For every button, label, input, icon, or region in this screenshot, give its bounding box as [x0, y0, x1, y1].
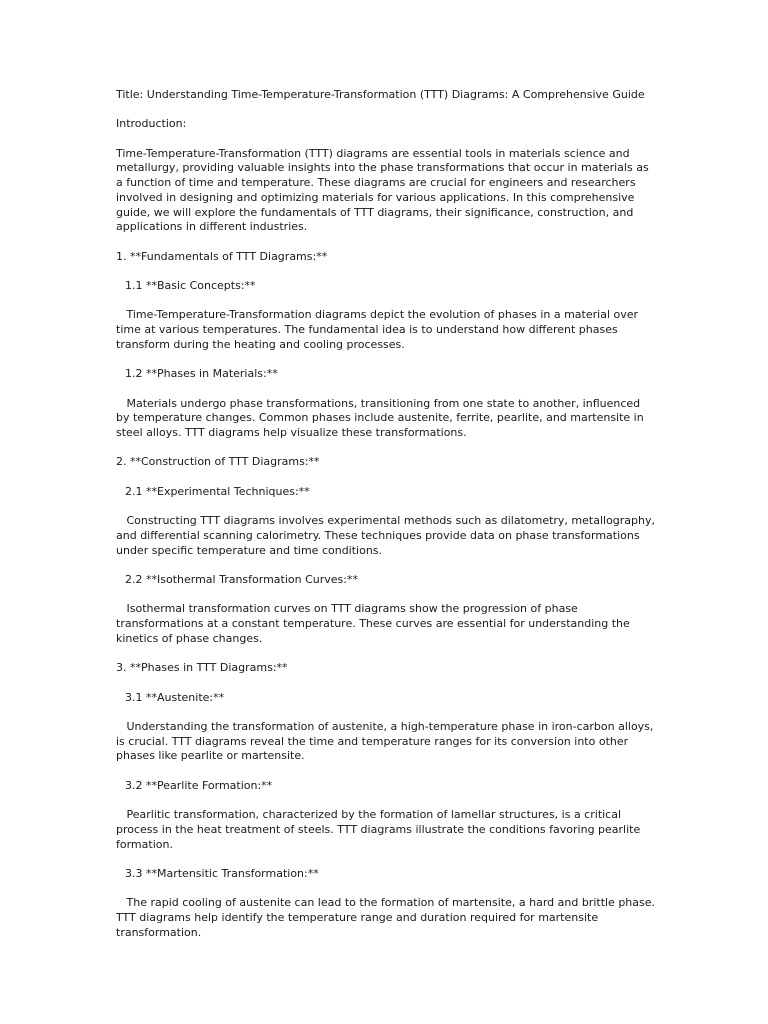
subsection-2-1-text — [116, 514, 659, 558]
subsection-1-2-body: Materials undergo phase transformations, transitioning from one state to another, influenced by temperature changes. Common phases include austenite, ferrite, pearlite, and martensite in steel alloys. TTT diagrams help visualize these transformations. — [116, 396, 648, 440]
section-2-heading: 2. **Construction of TTT Diagrams:** — [116, 455, 320, 469]
document-page — [116, 88, 659, 955]
subsection-2-1-heading: 2.1 **Experimental Techniques:** — [125, 484, 310, 498]
document-title: Title: Understanding Time-Temperature-Transformation (TTT) Diagrams: A Comprehensive Guide — [116, 88, 645, 101]
subsection-3-3-text — [116, 896, 659, 940]
subsection-3-1-heading: 3.1 **Austenite:** — [125, 690, 225, 704]
subsection-3-2-body: Pearlitic transformation, characterized by the formation of lamellar structures, is a critical process in the heat treatment of steels. TTT diagrams illustrate the conditions favoring pearlite formation. — [116, 808, 644, 851]
subsection-3-3-heading: 3.3 **Martensitic Transformation:** — [125, 866, 319, 880]
subsection-3-2-heading: 3.2 **Pearlite Formation:** — [125, 778, 273, 792]
subsection-3-3-body: The rapid cooling of austenite can lead to the formation of martensite, a hard and brittle phase. TTT diagrams help identify the temperature range and duration required for martensite transformation. — [116, 896, 659, 939]
subsection-1-1-body: Time-Temperature-Transformation diagrams depict the evolution of phases in a material over time at various temperatures. The fundamental idea is to understand how different phases transform during the heating and cooling processes. — [116, 308, 642, 351]
subsection-2-2-body: Isothermal transformation curves on TTT diagrams show the progression of phase transformations at a constant temperature. These curves are essential for understanding the kinetics of phase changes. — [116, 602, 634, 645]
intro-paragraph: Time-Temperature-Transformation (TTT) diagrams are essential tools in materials science and metallurgy, providing valuable insights into the phase transformations that occur in materials as a function of time and temperature. These diagrams are crucial for engineers and researchers involved in designing and optimizing materials for various applications. In this comprehensive guide, we will explore the fundamentals of TTT diagrams, their significance, construction, and applications in different industries. — [116, 146, 653, 234]
subsection-3-2-text — [116, 808, 656, 852]
intro-heading: Introduction: — [116, 117, 187, 131]
subsection-3-1-text — [116, 720, 656, 764]
section-3-heading: 3. **Phases in TTT Diagrams:** — [116, 661, 288, 675]
section-1-heading: 1. **Fundamentals of TTT Diagrams:** — [116, 249, 328, 263]
subsection-2-1-body: Constructing TTT diagrams involves experimental methods such as dilatometry, metallography, and differential scanning calorimetry. These techniques provide data on phase transformations under specific temperature and time conditions. — [116, 514, 659, 557]
subsection-1-1-heading: 1.1 **Basic Concepts:** — [125, 279, 256, 293]
subsection-2-2-heading: 2.2 **Isothermal Transformation Curves:** — [125, 573, 358, 587]
subsection-1-2-heading: 1.2 **Phases in Materials:** — [125, 367, 278, 381]
subsection-3-1-body: Understanding the transformation of austenite, a high-temperature phase in iron-carbon alloys, is crucial. TTT diagrams reveal the time and temperature ranges for its conversion into other phases like pearlite or martensite. — [116, 720, 657, 763]
subsection-1-1-text — [116, 308, 656, 352]
subsection-2-2-text — [116, 602, 656, 646]
subsection-1-2-text — [116, 397, 656, 441]
